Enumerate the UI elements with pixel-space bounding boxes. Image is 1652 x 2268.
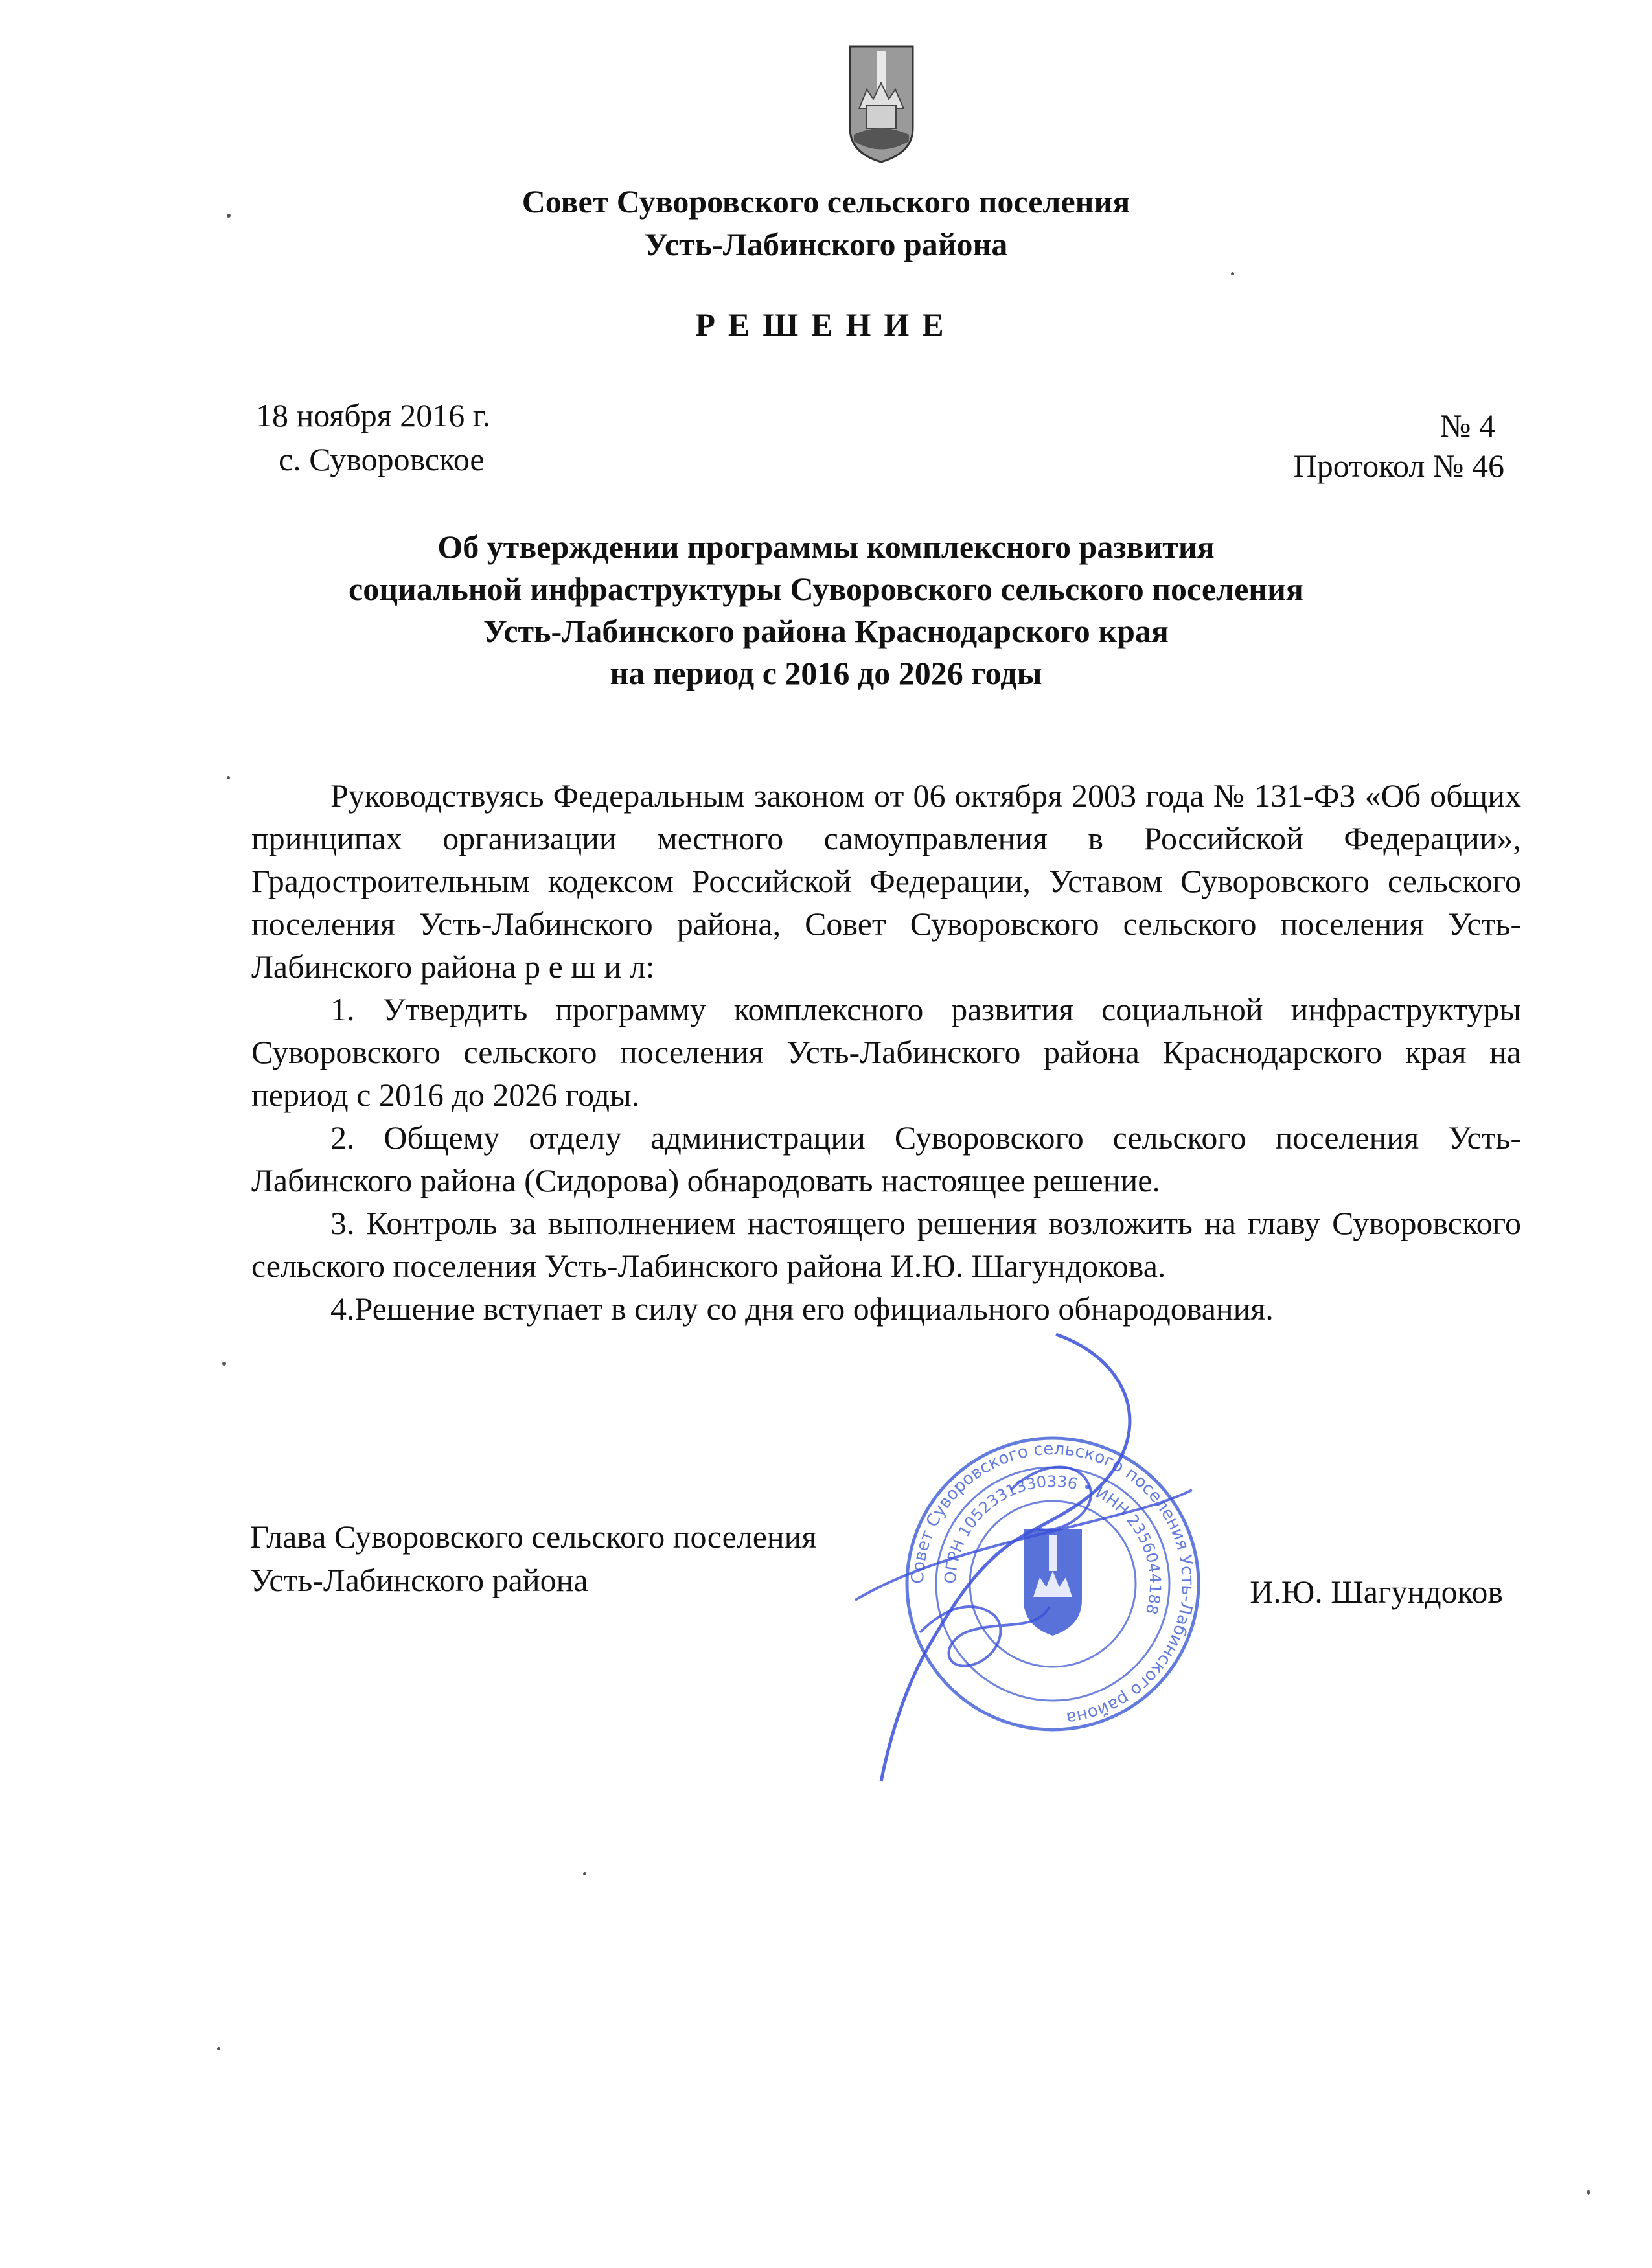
item-2-paragraph: 2. Общему отделу администрации Суворовского сельского поселения Усть-Лабинского района (Сидорова) обнародовать настоящее решение. xyxy=(251,1119,1521,1198)
scan-speck xyxy=(222,1362,226,1366)
decision-title-line3: Усть-Лабинского района Краснодарского края xyxy=(483,613,1169,649)
stamp-outer-text: Совет Суворовского сельского поселения Усть-Лабинского района xyxy=(908,1439,1198,1728)
organization-name-line1: Совет Суворовского сельского поселения xyxy=(522,183,1130,220)
organization-name-line2: Усть-Лабинского района xyxy=(644,226,1008,262)
item-3-paragraph: 3. Контроль за выполнением настоящего решения возложить на главу Суворовского сельского поселения Усть-Лабинского района И.Ю. Шагундокова. xyxy=(251,1205,1521,1284)
scan-speck xyxy=(1231,272,1234,275)
document-number: № 4 xyxy=(1440,407,1495,444)
scan-speck xyxy=(227,776,230,779)
signatory-position-line1: Глава Суворовского сельского поселения xyxy=(250,1518,817,1555)
scan-speck xyxy=(217,2047,220,2050)
signatory-position-line2: Усть-Лабинского района xyxy=(250,1562,588,1598)
stamp-inner-text: ОГРН 1052331330336 • ИНН 2356044188 xyxy=(941,1472,1165,1617)
item-1-paragraph: 1. Утвердить программу комплексного развития социальной инфраструктуры Суворовского сельского поселения Усть-Лабинского района Краснодарского края на период с 2016 до 2026 годы. xyxy=(251,991,1521,1113)
protocol-number: Протокол № 46 xyxy=(1293,448,1504,484)
decision-title-line1: Об утверждении программы комплексного развития xyxy=(437,529,1215,565)
preamble-paragraph: Руководствуясь Федеральным законом от 06 октября 2003 года № 131-ФЗ «Об общих принципах организации местного самоуправления в Российской Федерации», Градостроительным кодексом Российской Федерации, Уставом Суворовского сельского поселения Усть-Лабинского района, Совет Суворовского сельского поселения Усть-Лабинского района р е ш и л: xyxy=(251,777,1521,985)
scan-speck xyxy=(583,1872,586,1875)
scan-speck xyxy=(1587,2190,1590,2195)
decision-body xyxy=(251,774,1521,1330)
signatory-name: И.Ю. Шагундоков xyxy=(1250,1574,1503,1610)
document-place: с. Суворовское xyxy=(279,441,485,477)
coat-of-arms-emblem xyxy=(847,44,915,164)
scan-speck xyxy=(227,214,231,218)
document-date: 18 ноября 2016 г. xyxy=(256,397,491,433)
decision-title-line4: на период с 2016 до 2026 годы xyxy=(610,655,1042,691)
item-4-paragraph: 4.Решение вступает в силу со дня его официального обнародования. xyxy=(330,1290,1274,1327)
document-type-heading: РЕШЕНИЕ xyxy=(695,306,957,343)
decision-title-line2: социальной инфраструктуры Суворовского сельского поселения xyxy=(349,571,1303,607)
handwritten-signature xyxy=(842,1328,1205,1794)
